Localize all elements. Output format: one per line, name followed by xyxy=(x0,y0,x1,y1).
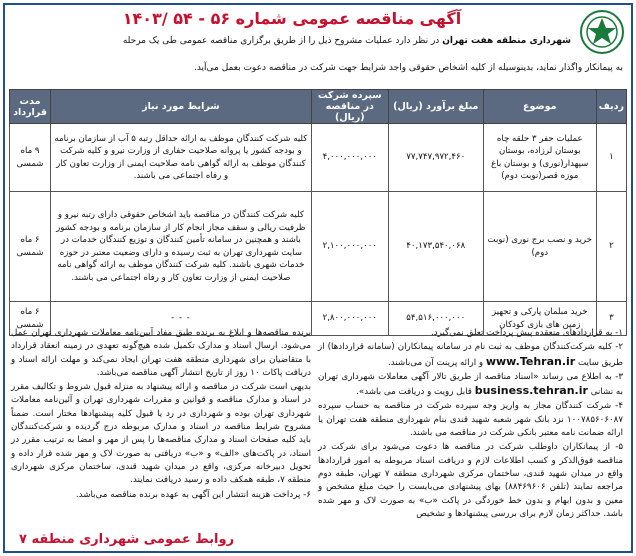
table-row xyxy=(10,124,627,192)
business-site-link[interactable]: business.tehran.ir xyxy=(474,384,588,398)
term-item: ۴- شرکت کنندگان مجاز به واریز وجه سپرده شرکت در مناقصه به حساب سپرده ۱۰۰۷۸۵۶۰۶۰۸۷ نزد بانک شهر شعبه شهید قندی بنام شهرداری منطقه هفت تهران یا ارائه ضمانت نامه معتبر بانکی شرکت در مناقصه می باشند. xyxy=(318,401,623,439)
intro-organization: شهرداری منطقه هفت تهران xyxy=(442,36,571,46)
row-estimate: ۵۴,۵۱۶,۰۰۰,۰۰۰ xyxy=(388,302,483,336)
row-duration: ۶ ماه شمسی xyxy=(10,302,51,336)
notice-title: آگهی مناقصه عمومی شماره ۵۶ - ۵۴ /۱۴۰۳ xyxy=(122,9,462,28)
row-duration: ۶ ماه شمسی xyxy=(10,192,51,302)
notice-intro xyxy=(13,35,571,48)
row-subject: عملیات حفر ۳ حلقه چاه بوستان لرزاده، بوستان سپهدار(نوری) و بوستان باغ موزه قصر(نوبت دوم) xyxy=(483,124,596,192)
row-conditions: کلیه شرکت کنندگان در مناقصه باید اشخاص حقوقی دارای رتبه نیرو و ظرفیت ریالی و سقف مجاز انجام کار از سازمان برنامه و بودجه کشور باشند و همچنین در سامانه تأمین کنندگان و توزیع کنندگان خدمات در سایت شهرداری تهران به ثبت رسیده و دارای وضعیت معتبر در حوزه خدمات شهری باشند. کلیه شرکت کنندگان موظف به ارائه گواهی نامه صلاحیت ایمنی از وزارت تعاون کار و رفاه اجتماعی می باشند. xyxy=(51,192,312,302)
terms-right-column xyxy=(318,327,623,522)
terms-left-column xyxy=(11,327,311,503)
row-subject: خرید مبلمان پارکی و تجهیز زمین های بازی کودکان xyxy=(483,302,596,336)
header-deposit: سپرده شرکت در مناقصه (ریال) xyxy=(311,90,388,124)
header-duration: مدت قرارداد xyxy=(10,90,51,124)
row-number: ۱ xyxy=(596,124,626,192)
header-conditions: شرایط مورد نیاز xyxy=(51,90,312,124)
intro-text: در نظر دارد عملیات مشروح ذیل را از طریق برگزاری مناقصه عمومی طی یک مرحله xyxy=(122,36,443,46)
term-item: ۲- کلیه شرکت‌کنندگان موظف به ثبت نام در سامانه پیمانکاران (سامانه قراردادها) از طریق سایت www.Tehran.ir و ارائه پرینت آن می‌باشند. xyxy=(318,342,623,368)
term-item: برنده مناقصه‌ها و ابلاغ به برنده طبق مفاد آیین‌نامه معاملات شهرداری تهران عمل می‌شود. ارسال اسناد و مدارک تکمیل شده هیچ‌گونه تعهدی در زمینه انعقاد قرارداد با متقاضیان برای شهرداری منطقه هفت تهران ایجاد نمی‌کند و مهلت ارائه اسناد و دریافت پاکات ۱۰ روز از تاریخ انتشار آگهی مناقصه می‌باشد. xyxy=(11,328,311,378)
term-item: ۶- پرداخت هزینه انتشار این آگهی به عهده برنده مناقصه می‌باشد. xyxy=(75,489,311,500)
row-subject: خرید و نصب برج نوری (نوبت دوم) xyxy=(483,192,596,302)
municipality-logo-icon xyxy=(579,9,625,55)
row-estimate: ۷۷,۷۴۷,۹۷۲,۴۶۰ xyxy=(388,124,483,192)
term-item: ۵- از پیمانکاران داوطلب شرکت در مناقصه ها دعوت می‌شود برای شرکت در مناقصه فوق‌الذکر و کسب اطلاعات لازم و دریافت اسناد مربوطه به امور قراردادها واقع در میدان شهید قندی، ساختمان مرکزی شهرداری منطقه ۷ تهران، طبقه دوم مراجعه نمایند (تلفن ۸۸۴۶۹۶۰۶) بهای پیشنهادی می‌بایست را حیث مبلغ مشخص و معین و بدون ابهام و بدون خط خوردگی در پاکت «ب» به صورت لاک و مهر شده باشد. حداکثر زمان لازم برای بررسی پیشنهادها و تشخیص xyxy=(318,442,623,519)
header-estimate: مبلغ برآورد (ریال) xyxy=(388,90,483,124)
row-conditions: - - - xyxy=(51,302,312,336)
row-duration: ۹ ماه شمسی xyxy=(10,124,51,192)
public-relations-footer: روابط عمومی شهرداری منطقه ۷ xyxy=(19,532,235,547)
notice-header xyxy=(5,5,631,75)
tender-notice xyxy=(3,3,633,553)
notice-intro-continued: به پیمانکار واگذار نماید، بدینوسیله از کلیه اشخاص حقوقی واجد شرایط جهت شرکت در مناقصه دعوت بعمل می‌آید. xyxy=(193,63,623,73)
row-deposit: ۲,۱۰۰,۰۰۰,۰۰۰ xyxy=(311,192,388,302)
tehran-site-link[interactable]: www.Tehran.ir xyxy=(485,354,576,368)
table-row xyxy=(10,192,627,302)
term-item: ۱- به قراردادهای منعقده پیش پرداخت تعلق نمی‌گیرد. xyxy=(430,328,623,338)
term-item: ۳- به اطلاع می رساند «اسناد مناقصه از طریق تالار آگهی معاملات شهرداری تهران به نشانی business.tehran.ir قابل رویت و دریافت می باشد». xyxy=(318,371,623,398)
term-item: بدیهی است شرکت در مناقصه و ارائه پیشنهاد به منزله قبول شروط و تکالیف مقرر در اسناد و مدارک مناقصه و قوانین و مقررات شهرداری تهران و آئین‌نامه معاملات شهرداری تهران بوده و شهرداری در رد یا قبول کلیه پیشنهادها مختار است. ضمناً مشروح شرایط مناقصه در اسناد و مدارک مربوطه درج گردیده و شرکت‌کنندگان باید کلیه صفحات اسناد و مدارک مناقصه‌ها را پس از مهر و امضا به ترتیب مقرر در اسناد، در پاکت‌های «الف» و «ب» دریافتی به صورت لاک و مهر شده قرار داده و تحویل دبیرخانه مرکزی، واقع در میدان شهید قندی، ساختمان مرکزی شهرداری منطقه ۷، طبقه همکف داده و رسید دریافت نمایند. xyxy=(11,382,311,486)
tender-table xyxy=(9,89,627,336)
table-header-row xyxy=(10,90,627,124)
row-deposit: ۲,۸۰۰,۰۰۰,۰۰۰ xyxy=(311,302,388,336)
row-conditions: کلیه شرکت کنندگان موظف به ارائه حداقل رتبه ۵ آب از سازمان برنامه و بودجه کشور یا پروانه صلاحیت حفاری از وزارت نیرو و کلیه شرکت کنندگان موظف به ارائه گواهی نامه صلاحیت ایمنی از وزارت تعاون کار و رفاه اجتماعی می باشند. xyxy=(51,124,312,192)
header-subject: موضوع xyxy=(483,90,596,124)
notice-terms xyxy=(5,327,631,551)
row-number: ۲ xyxy=(596,192,626,302)
row-estimate: ۴۰,۱۷۳,۵۴۰,۰۶۸ xyxy=(388,192,483,302)
header-row-number: ردیف xyxy=(596,90,626,124)
row-deposit: ۴,۰۰۰,۰۰۰,۰۰۰ xyxy=(311,124,388,192)
row-number: ۳ xyxy=(596,302,626,336)
